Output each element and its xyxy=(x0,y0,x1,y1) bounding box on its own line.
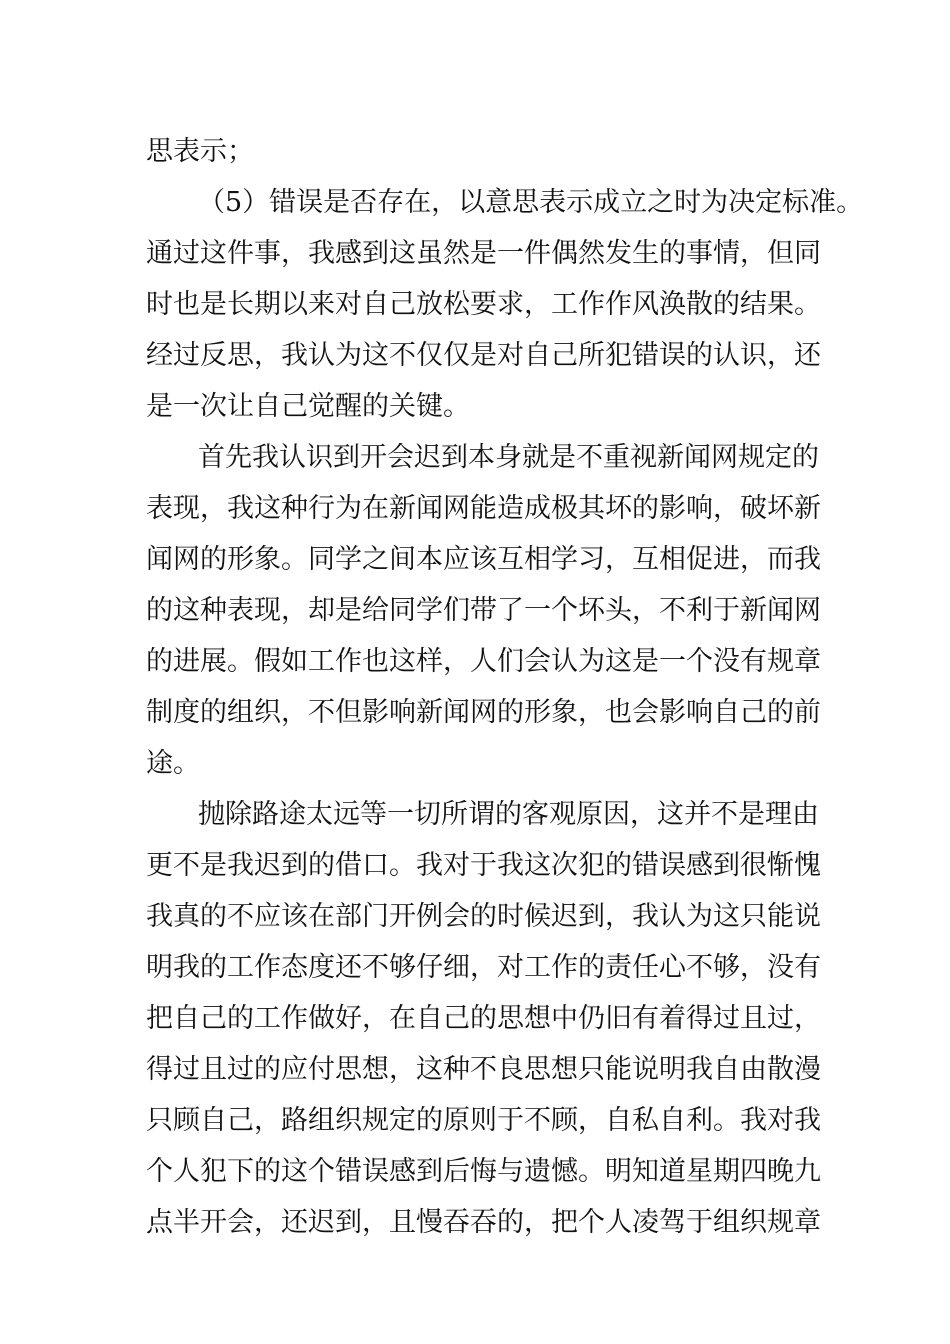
text-line: 只顾自己，路组织规定的原则于不顾，自私自利。我对我 xyxy=(146,1105,821,1136)
text-line: 通过这件事，我感到这虽然是一件偶然发生的事情，但同 xyxy=(146,238,821,269)
text-line: 的进展。假如工作也这样，人们会认为这是一个没有规章 xyxy=(146,646,821,677)
text-line: 时也是长期以来对自己放松要求，工作作风涣散的结果。 xyxy=(146,289,821,320)
text-line: 我真的不应该在部门开例会的时候迟到，我认为这只能说 xyxy=(146,901,821,932)
text-line: 制度的组织，不但影响新闻网的形象，也会影响自己的前 xyxy=(146,697,821,728)
text-line: 表现，我这种行为在新闻网能造成极其坏的影响，破坏新 xyxy=(146,493,821,524)
text-line: 抛除路途太远等一切所谓的客观原因，这并不是理由 xyxy=(198,799,819,830)
text-line: 的这种表现，却是给同学们带了一个坏头，不利于新闻网 xyxy=(146,595,821,626)
text-line: 更不是我迟到的借口。我对于我这次犯的错误感到很惭愧 xyxy=(146,850,821,881)
text-line: 明我的工作态度还不够仔细，对工作的责任心不够，没有 xyxy=(146,952,821,983)
text-line: 个人犯下的这个错误感到后悔与遗憾。明知道星期四晚九 xyxy=(146,1156,821,1187)
text-line: 是一次让自己觉醒的关键。 xyxy=(146,391,470,422)
text-line: 把自己的工作做好，在自己的思想中仍旧有着得过且过， xyxy=(146,1003,821,1034)
text-line: 首先我认识到开会迟到本身就是不重视新闻网规定的 xyxy=(198,442,819,473)
text-line: （5）错误是否存在，以意思表示成立之时为决定标准。 xyxy=(198,187,864,218)
text-line: 闻网的形象。同学之间本应该互相学习，互相促进，而我 xyxy=(146,544,821,575)
text-line: 途。 xyxy=(146,748,200,779)
text-line: 点半开会，还迟到，且慢吞吞的，把个人凌驾于组织规章 xyxy=(146,1207,821,1238)
text-line: 经过反思，我认为这不仅仅是对自己所犯错误的认识，还 xyxy=(146,340,821,371)
text-line: 得过且过的应付思想，这种不良思想只能说明我自由散漫 xyxy=(146,1054,821,1085)
text-line: 思表示； xyxy=(146,136,254,167)
